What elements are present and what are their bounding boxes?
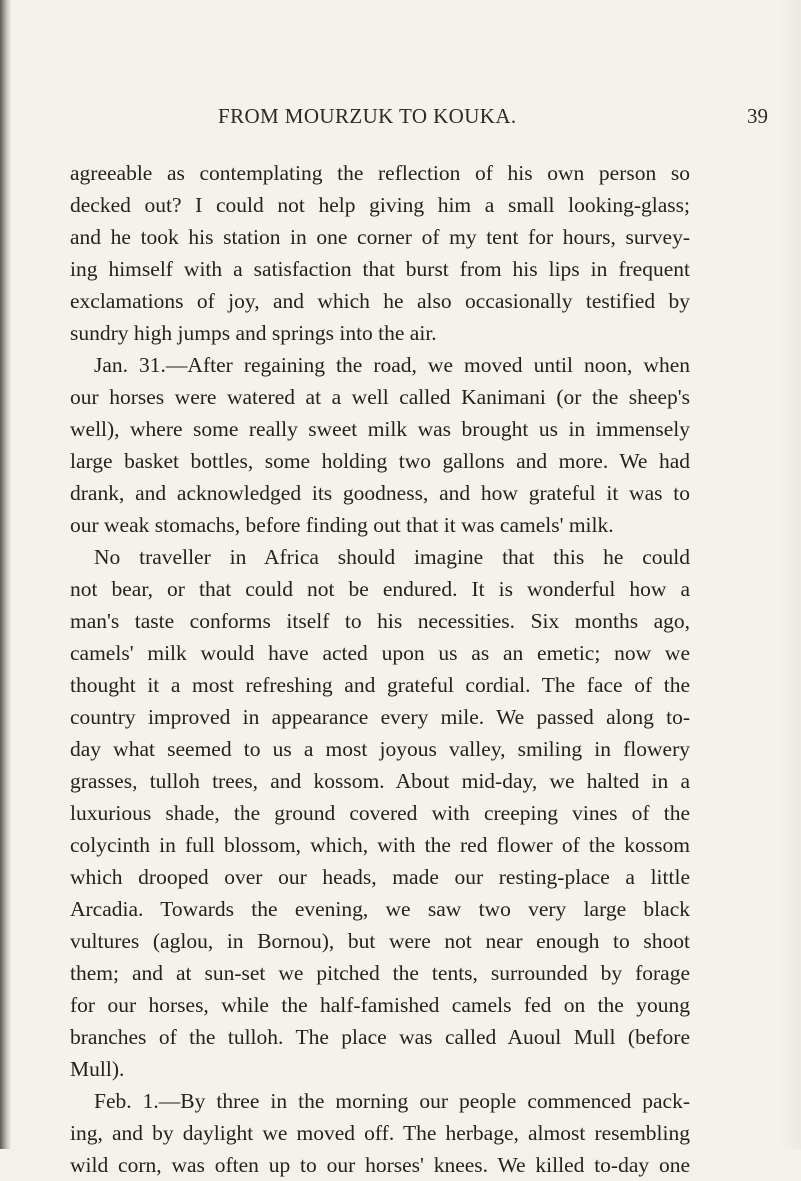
text-line: large basket bottles, some holding two gallons and more. We had [70,449,690,473]
text-line: ing himself with a satisfaction that burst from his lips in frequent [70,257,690,281]
text-line: day what seemed to us a most joyous valley, smiling in flowery [70,737,690,761]
binding-gutter [0,0,11,1149]
text-line: colycinth in full blossom, which, with the red flower of the kossom [70,833,690,857]
text-line: sundry high jumps and springs into the air. [70,321,437,345]
text-line: No traveller in Africa should imagine that this he could [94,545,690,569]
text-line: thought it a most refreshing and grateful cordial. The face of the [70,673,690,697]
text-line: vultures (aglou, in Bornou), but were not near enough to shoot [70,929,690,953]
text-line: Arcadia. Towards the evening, we saw two very large black [70,897,690,921]
running-head [0,104,801,134]
text-line: well), where some really sweet milk was brought us in immensely [70,417,690,441]
text-line: Mull). [70,1057,125,1081]
text-line: camels' milk would have acted upon us as an emetic; now we [70,641,690,665]
text-line: drank, and acknowledged its goodness, and how grateful it was to [70,481,690,505]
text-line: and he took his station in one corner of my tent for hours, survey- [70,225,690,249]
text-line: them; and at sun-set we pitched the tents, surrounded by forage [70,961,690,985]
text-line: our weak stomachs, before finding out that it was camels' milk. [70,513,614,537]
text-line: wild corn, was often up to our horses' knees. We killed to-day one [70,1153,690,1177]
text-line: country improved in appearance every mile. We passed along to- [70,705,690,729]
text-line: agreeable as contemplating the reflection of his own person so [70,161,690,185]
text-line: luxurious shade, the ground covered with creeping vines of the [70,801,690,825]
text-line: Jan. 31.—After regaining the road, we moved until noon, when [94,353,690,377]
text-line: ing, and by daylight we moved off. The herbage, almost resembling [70,1121,690,1145]
text-line: not bear, or that could not be endured. It is wonderful how a [70,577,690,601]
text-line: Feb. 1.—By three in the morning our people commenced pack- [94,1089,690,1113]
text-line: grasses, tulloh trees, and kossom. About mid-day, we halted in a [70,769,690,793]
page-number: 39 [747,104,768,128]
running-title: FROM MOURZUK TO KOUKA. [218,104,517,128]
text-line: our horses were watered at a well called Kanimani (or the sheep's [70,385,690,409]
text-line: decked out? I could not help giving him a small looking-glass; [70,193,690,217]
body-text [70,157,690,1181]
text-line: branches of the tulloh. The place was called Auoul Mull (before [70,1025,690,1049]
text-line: which drooped over our heads, made our resting-place a little [70,865,690,889]
text-line: exclamations of joy, and which he also occasionally testified by [70,289,690,313]
text-line: for our horses, while the half-famished camels fed on the young [70,993,690,1017]
text-line: man's taste conforms itself to his necessities. Six months ago, [70,609,690,633]
page-edge-shading [778,0,801,1149]
